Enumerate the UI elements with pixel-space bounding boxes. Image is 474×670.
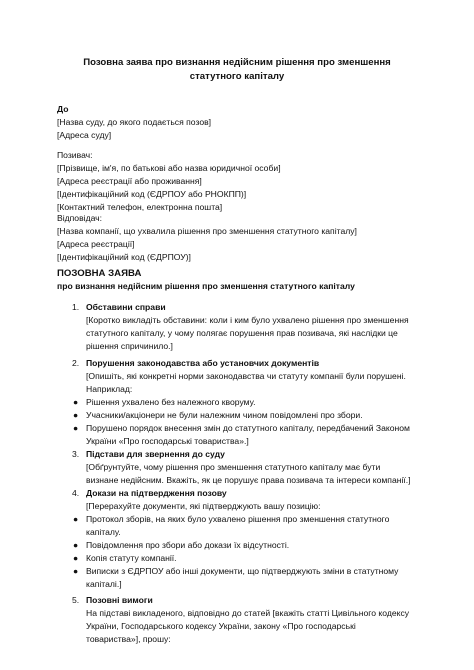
plaintiff-address: [Адреса реєстрації або проживання]: [57, 176, 202, 186]
section-text-line: статутного капіталу, у чому полягає порушення прав позивача, які наслідки це: [86, 328, 398, 338]
title-line-1: Позовна заява про визнання недійсним рішення про зменшення: [83, 57, 391, 68]
plaintiff-id-code: [Ідентифікаційний код (ЄДРПОУ або РНОКПП)]: [57, 189, 247, 199]
section-number: 1.: [72, 302, 80, 312]
section-evidence: [72, 487, 432, 591]
section-number: 5.: [72, 595, 80, 605]
defendant-address: [Адреса реєстрації]: [57, 239, 135, 249]
court-name: [Назва суду, до якого подається позов]: [57, 117, 212, 127]
plaintiff-label: Позивач:: [57, 150, 93, 160]
section-grounds: [72, 448, 432, 487]
defendant-block: [57, 212, 427, 264]
defendant-id-code: [Ідентифікаційний код (ЄДРПОУ)]: [57, 252, 191, 262]
section-text-line: [Опишіть, які конкретні норми законодавства чи статуту компанії були порушені.: [86, 371, 406, 381]
bullet-icon: ●: [73, 423, 79, 433]
document-title: [60, 56, 414, 84]
plaintiff-name: [Прізвище, ім'я, по батькові або назва юридичної особи]: [57, 163, 281, 173]
section-text-line: [Перерахуйте документи, які підтверджують вашу позицію:: [86, 501, 321, 511]
section-text-line: [Обґрунтуйте, чому рішення про зменшення статутного капіталу має бути: [86, 462, 381, 472]
claim-header: [57, 267, 427, 293]
bullet-icon: ●: [73, 566, 79, 576]
bullet-icon: ●: [73, 397, 79, 407]
claim-sections: [72, 301, 432, 646]
section-title: Докази на підтвердження позову: [86, 488, 227, 498]
section-number: 2.: [72, 358, 80, 368]
section-number: 4.: [72, 488, 80, 498]
defendant-name: [Назва компанії, що ухвалила рішення про зменшення статутного капіталу]: [57, 226, 357, 236]
bullet-icon: ●: [73, 553, 79, 563]
section-circumstances: [72, 301, 432, 353]
defendant-label: Відповідач:: [57, 213, 103, 223]
section-text-line: Наприклад:: [86, 384, 133, 394]
section-number: 3.: [72, 449, 80, 459]
bullet-item: ● Учасники/акціонери не були належним чином повідомлені про збори.: [73, 410, 363, 420]
bullet-item: ● Рішення ухвалено без належного кворуму.: [73, 397, 256, 407]
claim-subheading: про визнання недійсним рішення про зменшення статутного капіталу: [57, 281, 355, 291]
bullet-item: ● Копія статуту компанії.: [73, 553, 177, 563]
bullet-item: ● Протокол зборів, на яких було ухвалено рішення про зменшення статутного капіталу.: [73, 514, 390, 537]
recipient-block: [57, 103, 427, 142]
section-text-line: України, Господарського кодексу України, закону «Про господарські: [86, 621, 356, 631]
plaintiff-contacts: [Контактний телефон, електронна пошта]: [57, 202, 223, 212]
section-title: Обставини справи: [86, 302, 166, 312]
bullet-icon: ●: [73, 514, 79, 524]
section-title: Порушення законодавства або установчих документів: [86, 358, 320, 368]
bullet-item: ● Виписки з ЄДРПОУ або інші документи, що підтверджують зміни в статутному капіталі.]: [73, 566, 399, 589]
section-title: Позовні вимоги: [86, 595, 153, 605]
title-line-2: статутного капіталу: [189, 71, 285, 82]
bullet-icon: ●: [73, 410, 79, 420]
section-violations: [72, 357, 432, 448]
section-text-line: На підставі викладеного, відповідно до статей [вкажіть статті Цивільного кодексу: [86, 608, 410, 618]
section-text-line: визнане недійсним. Вкажіть, як це порушує права позивача та інтереси компанії.]: [86, 475, 411, 485]
bullet-item: ● Повідомлення про збори або докази їх відсутності.: [73, 540, 290, 550]
claim-heading: ПОЗОВНА ЗАЯВА: [57, 268, 142, 279]
section-text-line: рішення спричинило.]: [86, 341, 173, 351]
section-title: Підстави для звернення до суду: [86, 449, 225, 459]
court-address: [Адреса суду]: [57, 130, 112, 140]
recipient-label: До: [57, 104, 69, 114]
section-text-line: товариства»], прошу:: [86, 634, 171, 644]
bullet-item: ● Порушено порядок внесення змін до статутного капіталу, передбачений Законом України «Про господарські товариства».]: [73, 423, 410, 446]
bullet-icon: ●: [73, 540, 79, 550]
section-claims: [72, 594, 432, 646]
section-text-line: [Коротко викладіть обставини: коли і ким було ухвалено рішення про зменшення: [86, 315, 409, 325]
plaintiff-block: [57, 149, 427, 214]
